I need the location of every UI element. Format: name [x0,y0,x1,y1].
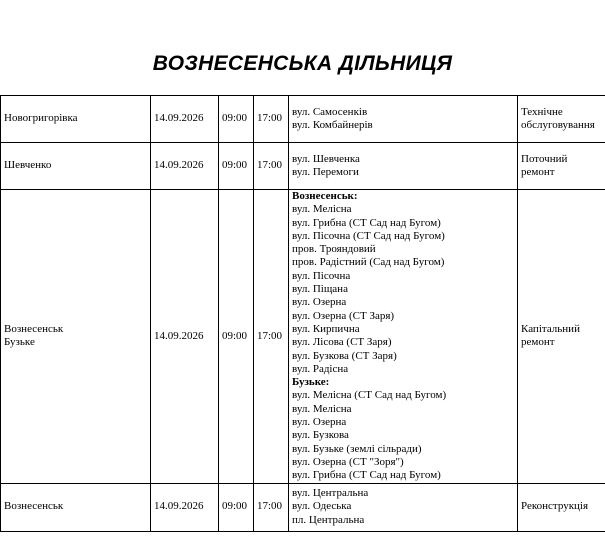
street-line: пров. Трояндовий [292,243,376,256]
work-type-cell [518,96,605,143]
locality-cell [1,190,151,484]
street-line: вул. Комбайнерів [292,119,373,131]
streets-cell [289,190,518,484]
end-time-cell: 17:00 [254,483,289,531]
end-time-cell: 17:00 [254,190,289,484]
street-line: вул. Пісочна (СТ Сад над Бугом) [292,229,445,242]
outage-schedule-table [0,95,605,532]
work-type-cell [518,483,605,531]
street-line: пл. Центральна [292,513,365,526]
streets-cell [289,483,518,531]
start-time-cell: 09:00 [219,483,254,531]
end-time-cell: 17:00 [254,143,289,190]
street-line: пров. Радістний (Сад над Бугом) [292,256,445,269]
street-line: вул. Озерна [292,416,347,429]
street-line: вул. Озерна (СТ "Зоря") [292,455,404,468]
date-cell: 14.09.2026 [151,483,219,531]
table-row [1,96,605,143]
street-line: вул. Озерна [292,296,347,309]
locality-cell [1,143,151,190]
street-line: вул. Самосенків [292,105,368,118]
start-time-cell: 09:00 [219,143,254,190]
locality-line: Новогригорівка [4,112,78,125]
table-row [1,190,605,484]
street-line: вул. Радісна [292,362,349,375]
street-line: вул. Мелісна [292,402,352,415]
street-line: вул. Лісова (СТ Заря) [292,336,392,349]
street-line: вул. Кирпична [292,322,360,335]
start-time-cell: 09:00 [219,190,254,484]
table-row [1,143,605,190]
locality-line: Шевченко [4,159,52,172]
work-type-line: обслуговування [521,119,595,131]
street-line: вул. Озерна (СТ Заря) [292,309,395,322]
street-line: вул. Піщана [292,283,348,296]
work-type-line: ремонт [521,166,555,178]
work-type-line: ремонт [521,336,555,349]
work-type-line: Технічне [521,105,563,118]
locality-line: Бузьке [4,336,35,349]
street-line: вул. Бузьке (землі сільради) [292,442,422,455]
street-line: вул. Бузкова [292,429,349,442]
page-title: ВОЗНЕСЕНСЬКА ДІЛЬНИЦЯ [152,52,453,75]
street-line: вул. Шевченка [292,152,360,165]
date-cell: 14.09.2026 [151,96,219,143]
street-line: вул. Грибна (СТ Сад над Бугом) [292,216,441,229]
work-type-line: Реконструкція [521,500,589,513]
street-line: вул. Одеська [292,500,352,513]
street-line: вул. Пісочна [292,269,351,282]
district-heading: Вознесенськ: [292,190,358,202]
locality-cell [1,483,151,531]
table-row [1,483,605,531]
work-type-cell [518,190,605,484]
streets-cell [289,143,518,190]
street-line: вул. Грибна (СТ Сад над Бугом) [292,469,441,482]
work-type-line: Капітальний [521,322,580,335]
end-time-cell: 17:00 [254,96,289,143]
locality-cell [1,96,151,143]
work-type-cell [518,143,605,190]
street-line: вул. Перемоги [292,166,359,178]
date-cell: 14.09.2026 [151,143,219,190]
work-type-line: Поточний [521,152,568,165]
street-line: вул. Центральна [292,487,369,500]
street-line: вул. Бузкова (СТ Заря) [292,349,397,362]
streets-cell [289,96,518,143]
locality-line: Вознесенськ [4,322,64,335]
street-line: вул. Мелісна (СТ Сад над Бугом) [292,389,447,402]
street-line: вул. Мелісна [292,203,352,216]
date-cell: 14.09.2026 [151,190,219,484]
locality-line: Вознесенськ [4,500,64,513]
district-heading: Бузьке: [292,376,330,389]
start-time-cell: 09:00 [219,96,254,143]
